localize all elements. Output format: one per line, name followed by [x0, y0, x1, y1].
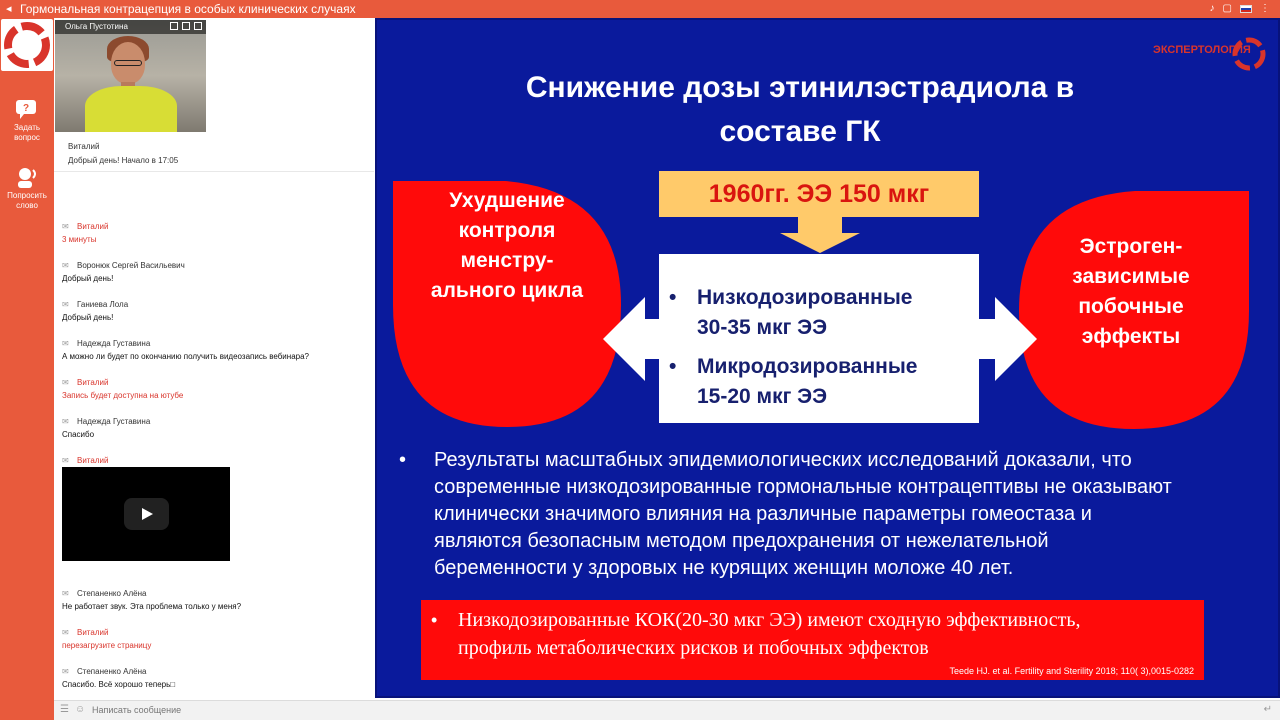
- window-title: Гормональная контрацепция в особых клинических случаях: [20, 2, 356, 16]
- svg-text:?: ?: [22, 103, 30, 114]
- speaker-glasses: [114, 60, 142, 66]
- chat-message: [62, 220, 367, 246]
- reference-citation: Teede HJ. et al. Fertility and Sterility 2018; 110( 3),0015-0282: [949, 666, 1194, 676]
- dose-category-line: Низкодозированные: [697, 286, 913, 309]
- message-text: Спасибо. Всё хорошо теперь□: [62, 680, 176, 689]
- logo-ring-icon: [1, 19, 53, 71]
- language-flag-icon[interactable]: [1240, 5, 1252, 13]
- message-author: ✉ Надежда Густавина: [62, 337, 367, 350]
- message-text: Добрый день!: [62, 274, 114, 283]
- request-word-label: Попросить слово: [7, 191, 47, 210]
- left-drop-text: [405, 186, 609, 306]
- request-word-button[interactable]: [0, 166, 54, 211]
- left-sidebar: [0, 18, 54, 720]
- chat-message: [62, 415, 367, 441]
- menu-icon[interactable]: ⋮: [1260, 3, 1270, 14]
- dose-category-line: 15-20 мкг ЭЭ: [697, 385, 828, 408]
- main-text-line: клинически значимого влияния на различные параметры гомеостаза и: [434, 503, 1092, 525]
- left-drop-line: контроля: [458, 219, 556, 242]
- message-author: ✉ Воронюк Сергей Васильевич: [62, 259, 367, 272]
- message-text: Не работает звук. Эта проблема только у меня?: [62, 602, 242, 611]
- right-drop-line: побочные: [1078, 295, 1184, 318]
- message-text: перезагрузите страницу: [62, 641, 152, 650]
- message-text: А можно ли будет по окончанию получить видеозапись вебинара?: [62, 352, 309, 361]
- right-drop-line: эффекты: [1081, 325, 1181, 348]
- chat-panel: [54, 18, 374, 700]
- bullet-icon: •: [399, 449, 407, 471]
- brand-name: ЭКСПЕРТОЛОГИЯ: [1153, 44, 1251, 56]
- divider: [54, 171, 374, 172]
- main-text-line: современные низкодозированные гормональные контрацептивы не оказывают: [434, 476, 1172, 498]
- pinned-text: Добрый день! Начало в 17:05: [68, 156, 179, 165]
- message-author: ✉ Виталий: [62, 626, 367, 639]
- chat-message: [62, 587, 367, 613]
- conclusion-line: Низкодозированные КОК(20-30 мкг ЭЭ) имеют сходную эффективность,: [458, 609, 1081, 631]
- message-author: ✉ Ганиева Лола: [62, 298, 367, 311]
- question-bubble-icon: [14, 98, 40, 120]
- main-text-line: являются безопасным методом предохранения от нежелательной: [434, 530, 1049, 552]
- left-arrow-icon: [603, 297, 663, 381]
- presentation-slide: [375, 18, 1280, 698]
- chat-message: [62, 298, 367, 324]
- window-titlebar: [0, 0, 1280, 18]
- pinned-message: [68, 140, 178, 168]
- message-author: ✉ Надежда Густавина: [62, 415, 367, 428]
- right-drop-text: [1031, 232, 1231, 352]
- ask-question-button[interactable]: [0, 98, 54, 143]
- slide-title: [375, 66, 1225, 154]
- dose-category-item: [669, 352, 918, 412]
- left-drop-line: ального цикла: [430, 279, 584, 302]
- bullet-icon: •: [669, 286, 677, 309]
- dose-category-item: [669, 283, 913, 343]
- conclusion-text: [458, 606, 1198, 662]
- message-author: ✉ Степаненко Алёна: [62, 665, 367, 678]
- conclusion-line: профиль метаболических рисков и побочных эффектов: [458, 637, 929, 659]
- slide-title-line: составе ГК: [719, 115, 881, 148]
- chat-message: [62, 626, 367, 652]
- share-icon[interactable]: ◂: [6, 3, 12, 15]
- menu-lines-icon[interactable]: ☰: [60, 704, 69, 715]
- bullet-icon: •: [669, 355, 677, 378]
- year-dose-box: 1960гг. ЭЭ 150 мкг: [659, 171, 979, 217]
- slide-title-line: Снижение дозы этинилэстрадиола в: [525, 71, 1075, 104]
- titlebar-controls: [1210, 0, 1270, 18]
- left-drop-line: менстру-: [460, 249, 554, 272]
- slide-main-text: [399, 447, 1269, 582]
- down-arrow-icon: [780, 217, 860, 253]
- message-input-bar: [54, 700, 1280, 720]
- left-drop-line: Ухудшение: [449, 189, 565, 212]
- main-text-line: Результаты масштабных эпидемиологических исследований доказали, что: [434, 449, 1132, 471]
- right-drop-line: Эстроген-: [1079, 235, 1183, 258]
- chat-message: [62, 665, 367, 691]
- fullscreen-icon[interactable]: ▢: [1222, 3, 1232, 14]
- bullet-icon: •: [431, 610, 438, 630]
- right-arrow-icon: [975, 297, 1037, 381]
- camera-icon[interactable]: [182, 22, 190, 30]
- message-author: ✉ Виталий: [62, 376, 367, 389]
- message-text: Спасибо: [62, 430, 95, 439]
- message-author: ✉ Виталий: [62, 454, 367, 467]
- volume-icon[interactable]: ♪: [1209, 3, 1215, 14]
- embedded-video[interactable]: [62, 467, 230, 561]
- speaker-name: Ольга Пустотина: [55, 20, 206, 34]
- message-text: Запись будет доступна на ютубе: [62, 391, 184, 400]
- message-input[interactable]: Написать сообщение: [92, 705, 182, 715]
- emoji-icon[interactable]: ☺: [75, 704, 86, 715]
- right-drop-line: зависимые: [1072, 265, 1190, 288]
- conclusion-box: [421, 600, 1204, 680]
- video-controls: [170, 22, 202, 30]
- message-text: Добрый день!: [62, 313, 114, 322]
- app-logo[interactable]: [1, 19, 53, 71]
- dose-category-line: Микродозированные: [697, 355, 918, 378]
- message-text: 3 минуты: [62, 235, 97, 244]
- pinned-author: Виталий: [68, 142, 100, 151]
- speaker-body: [85, 86, 177, 132]
- message-author: ✉ Виталий: [62, 220, 367, 233]
- chat-message: [62, 337, 367, 363]
- play-button[interactable]: [124, 498, 169, 530]
- dose-category-line: 30-35 мкг ЭЭ: [697, 316, 828, 339]
- speaker-person-icon: [14, 166, 40, 188]
- chat-message: [62, 259, 367, 285]
- message-author: ✉ Степаненко Алёна: [62, 587, 367, 600]
- chat-message: [62, 376, 367, 402]
- chat-message: [62, 454, 367, 467]
- close-icon[interactable]: [194, 22, 202, 30]
- expand-icon[interactable]: [170, 22, 178, 30]
- main-text-line: беременности у здоровых не курящих женщин моложе 40 лет.: [434, 557, 1014, 579]
- ask-question-label: Задать вопрос: [13, 123, 41, 142]
- speaker-video[interactable]: [55, 20, 206, 132]
- send-icon[interactable]: ↵: [1263, 704, 1272, 715]
